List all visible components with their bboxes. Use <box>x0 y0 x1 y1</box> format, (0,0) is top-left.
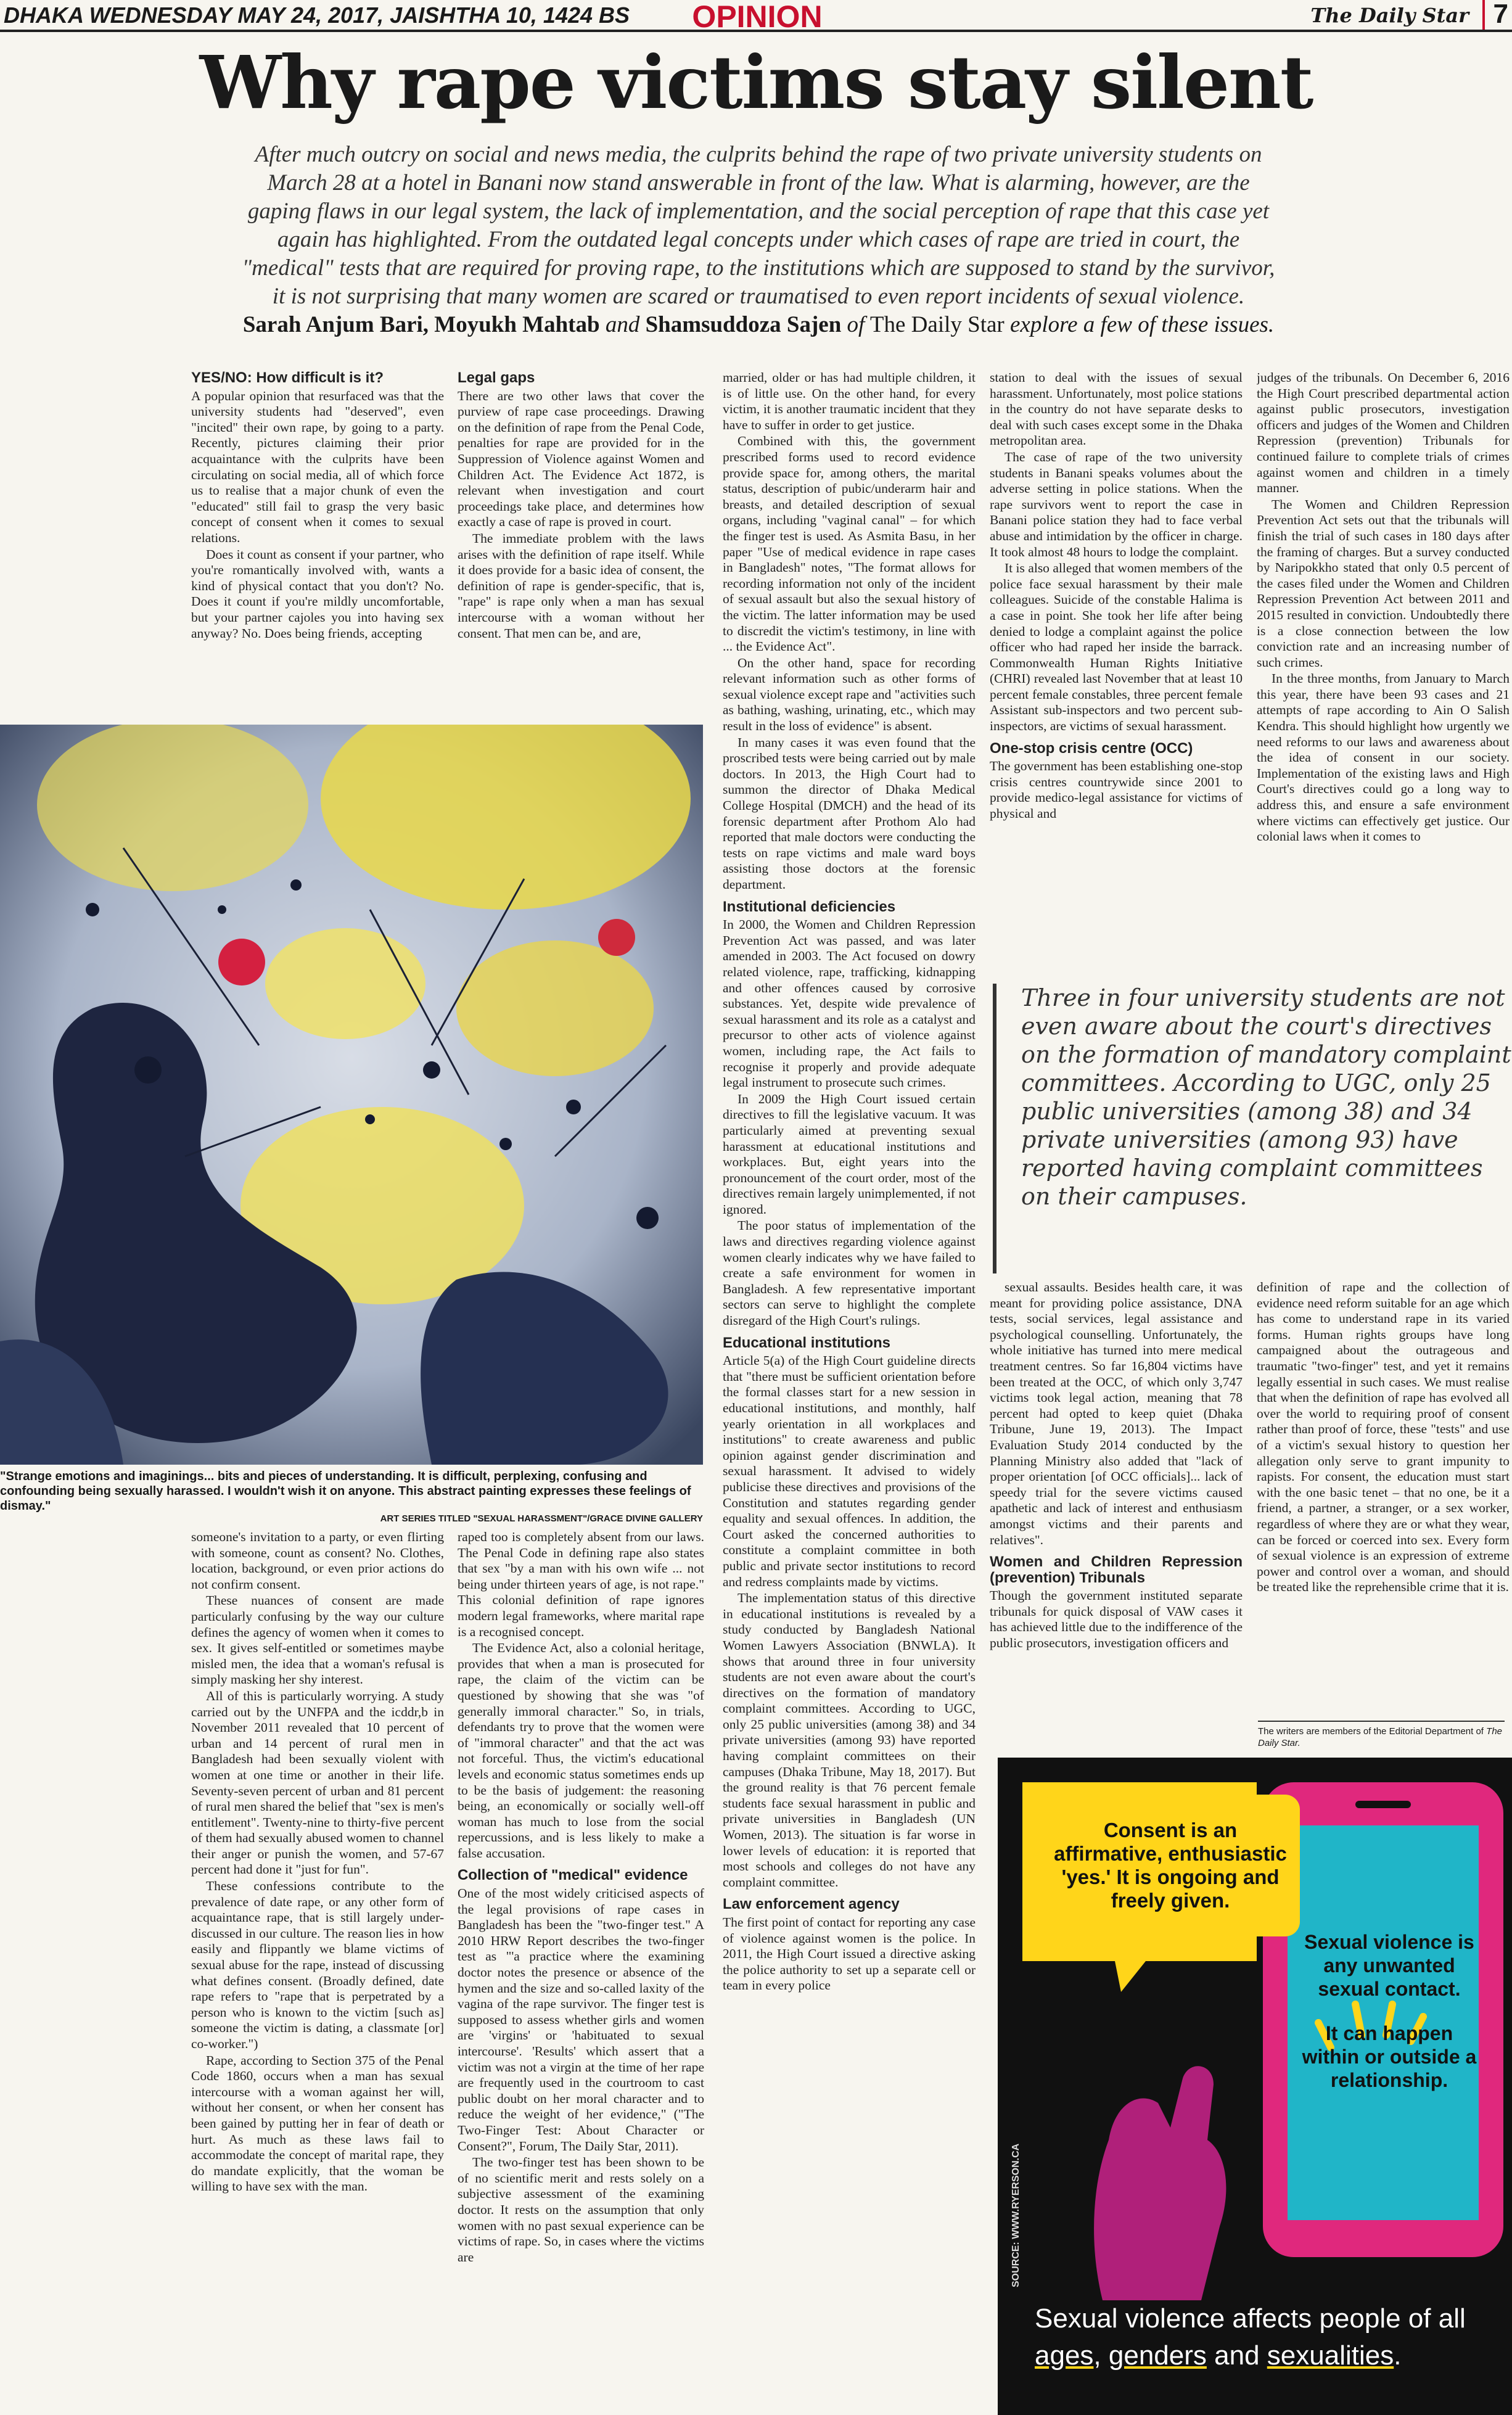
paragraph: In many cases it was even found that the proscribed tests were being carried out by male doctors. In 2013, the High Court had to summon the director of Dhaka Medical College Hospital (DMCH) and the head of its forensic department after Prothom Alo had reported that male doctors were conducting the tests on rape victims and male ward boys assisting those doctors at the forensic department. <box>723 734 976 892</box>
paragraph: Though the government instituted separate tribunals for quick disposal of VAW cases it has achieved little due to the indifference of the public prosecutors, investigation officers and <box>990 1588 1243 1651</box>
footnote-paper: The Daily Star. <box>1258 1726 1503 1748</box>
paragraph: These confessions contribute to the prevalence of date rape, or any other form of acquaintance rape, that is still largely under-discussed in our culture. The reason lies in how easily and flippantly we blame victims of sexual abuse for the rape, instead of discussing what defines consent. (Broadly defined, date rape refers to "rape that is perpetrated by a person who is known to the victim [such as] someone the victim is dating, a classmate [or] co-worker.") <box>191 1878 444 2051</box>
paragraph: raped too is completely absent from our laws. The Penal Code in defining rape also states that sex "by a man with his own wife ... not being under thirteen years of age, is not rape." This colonial definition of rape ignores modern legal frameworks, where marital rape is a recognised concept. <box>458 1529 704 1639</box>
paragraph: The poor status of implementation of the laws and directives regarding violence against women clearly indicates why we have failed to create a safe environment for women in Bangladesh. A few representative important sectors can serve to highlight the complete disregard of the High Court's rulings. <box>723 1218 976 1328</box>
paragraph: Combined with this, the government prescribed forms used to record evidence provide space for, among others, the marital status, description of pubic/underarm hair and breasts, and detailed description of sexual organs, including "vaginal canal" – for which the finger test is used. As Asmita Basu, in her paper "Use of medical evidence in rape cases in Bangladesh" notes, "The format allows for recording information not only of the incident of sexual assault but also the sexual history of the victim. The latter information may be used to discredit the victim's testimony, in line with ... the Evidence Act". <box>723 434 976 654</box>
byline-and: and <box>605 312 640 337</box>
paragraph: The first point of contact for reporting any case of violence against women is the police. In 2011, the High Court issued a directive asking the police authority to set up a separate cell or team in every police <box>723 1915 976 1993</box>
hand-icon <box>1094 2066 1226 2300</box>
pull-quote-text: Three in four university students are not even aware about the court's directives on the formation of mandatory complaint committees. According to UGC, only 25 public universities (among 38) and 34 private universities (among 93) have reported having complaint committees on their campuses. <box>1021 984 1511 1210</box>
writers-footnote <box>1258 1721 1505 1749</box>
byline-of: of <box>847 312 865 337</box>
column-4-bottom <box>990 1280 1243 1751</box>
subheading: Legal gaps <box>458 370 535 386</box>
painting-credit: ART SERIES TITLED "SEXUAL HARASSMENT"/GRACE DIVINE GALLERY <box>380 1513 703 1524</box>
infographic-source: SOURCE: WWW.RYERSON.CA <box>1011 2143 1021 2287</box>
column-2-top <box>458 370 704 715</box>
standfirst: After much outcry on social and news media, the culprits behind the rape of two private university students on March 28 at a hotel in Banani now stand answerable in front of the law. What is alarming, however, are the gaping flaws in our legal system, the lack of implementation, and the social perception of rape that this case yet again has highlighted. From the outdated legal concepts under which cases of rape are tried in court, the "medical" tests that are required for proving rape, to the institutions which are supposed to stand by the survivor, it is not surprising that many women are scared or traumatised to even report incidents of sexual violence. <box>242 142 1275 309</box>
paragraph: station to deal with the issues of sexual harassment. Unfortunately, most police stations in the country do not have separate desks to deal with such cases except some in the Dhaka metropolitan area. <box>990 370 1243 448</box>
tagline-sexualities: sexualities <box>1267 2340 1394 2371</box>
painting-caption: "Strange emotions and imaginings... bits and pieces of understanding. It is difficult, perplexing, confusing and confounding being sexually harassed. I wouldn't wish it on anyone. This abstract painting expresses these feelings of dismay." <box>0 1470 691 1513</box>
tagline-and: and <box>1214 2340 1260 2371</box>
paragraph: The government has been establishing one-stop crisis centres countrywide since 2001 to provide medico-legal assistance for victims of physical and <box>990 759 1243 821</box>
page-header <box>0 0 1512 32</box>
subheading: Women and Children Repression (prevention) Tribunals <box>990 1553 1243 1586</box>
tagline-start: Sexual violence affects people of all <box>1035 2303 1466 2334</box>
subheading: Law enforcement agency <box>723 1896 900 1913</box>
paragraph: The Evidence Act, also a colonial heritage, provides that when a man is prosecuted for rape, the claim of the victim can be questioned by showing that she was "of generally immoral character." So, in trials, defendants try to prove that the women were of "immoral character" and that the act was not forceful. Thus, the victim's educational levels and economic status sometimes ends up to be the basis of judgement: the reasoning being, an economically or socially well-off woman has much to lose from the social repercussions, and is less likely to make a false accusation. <box>458 1640 704 1861</box>
subheading: YES/NO: How difficult is it? <box>191 370 384 386</box>
byline-author2: Shamsuddoza Sajen <box>645 312 842 337</box>
column-5-bottom <box>1257 1280 1510 1718</box>
paragraph: On the other hand, space for recording relevant information such as other forms of sexual violence except rape and "activities such as bathing, washing, urinating, etc., which may result in the loss of evidence" is absent. <box>723 655 976 734</box>
section-label: OPINION <box>692 0 823 34</box>
paragraph: judges of the tribunals. On December 6, 2016 the High Court prescribed departmental action against public prosecutors, investigation officers and judges of the Women and Children Repression (prevention) Tribunals for continued failure to complete trials of crimes against women and children in a timely manner. <box>1257 370 1510 496</box>
paragraph: All of this is particularly worrying. A study carried out by the UNFPA and the icddr,b in November 2011 revealed that 10 percent of urban and 14 percent of rural men in Bangladesh had been sexually violent with women at one time or another in their life. Seventy-seven percent of urban and 81 percent of rural men shared the belief that "sex is men's entitlement". Twenty-nine to thirty-five percent of them had sexually abused women to channel their anger or punish the women, and 57-67 percent had done it "just for fun". <box>191 1688 444 1877</box>
tagline-period: . <box>1394 2340 1402 2371</box>
consent-bubble-text: Consent is an affirmative, enthusiastic 'yes.' It is ongoing and freely given. <box>1041 1795 1300 1936</box>
subheading: Institutional deficiencies <box>723 898 896 915</box>
headline: Why rape victims stay silent <box>199 39 1313 125</box>
paragraph: sexual assaults. Besides health care, it was meant for providing police assistance, DNA tests, social services, legal assistance and psychological counselling. Unfortunately, the whole initiative has turned into mere medical treatment centres. So far 16,804 victims have been treated at the OCC, of which only 3,747 victims took legal action, meaning that 78 percent had opted to keep quiet (Dhaka Tribune, June 19, 2013). The Impact Evaluation Study 2014 conducted by the Planning Ministry also added that "lack of proper orientation [of OCC officials]... lack of speedy trial for the severe victims caused apathetic and lack of interest and enthusiasm amongst victims and their parents and relatives". <box>990 1280 1243 1547</box>
paragraph: A popular opinion that resurfaced was that the university students had "deserved", even "incited" their own rape, by going to a party. Recently, pictures claiming their prior acquaintance with the culprits have been circulating on social media, all of which force us to realise that a major chunk of even the "educated" still fail to grasp the very basic concept of consent when it comes to sexual relations. <box>191 388 444 545</box>
byline-paper: The Daily Star <box>869 312 1005 337</box>
phone-screen-text <box>1300 1930 1479 2113</box>
paragraph: The case of rape of the two university students in Banani speaks volumes about the adverse setting in police stations. When the rape survivors went to report the case in Banani police station they had to face verbal abuse and intimidation by the officer in charge. It took almost 48 hours to lodge the complaint. <box>990 449 1243 559</box>
subheading: One-stop crisis centre (OCC) <box>990 739 1193 757</box>
column-1-bottom <box>191 1529 444 2411</box>
paragraph: Does it count as consent if your partner, who you're romantically involved with, wants a kind of physical contact that you don't? No. Does it count if you're mildly uncomfortable, but your partner cajoles you into having sex anyway? No. Does being friends, accepting <box>191 546 444 641</box>
column-1-top <box>191 370 444 715</box>
paragraph: These nuances of consent are made particularly confusing by the way our culture defines the agency of women when it comes to sex. It gives self-entitled or sometimes maybe misled men, the idea that a woman's refusal is simply masking her shy interest. <box>191 1593 444 1687</box>
paragraph: The Women and Children Repression Prevention Act sets out that the tribunals will finish the trial of such cases in 180 days after the framing of charges. But a survey conducted by Naripokkho stated that only 0.5 percent of the cases filed under the Women and Children Repression Prevention Act between 2011 and 2015 resulted in conviction. Undoubtedly there is a close connection between the low conviction rate and an increasing number of such crimes. <box>1257 496 1510 670</box>
column-2-bottom <box>458 1529 704 2411</box>
masthead-logo: The Daily Star <box>1310 4 1469 27</box>
byline <box>234 311 1283 339</box>
tagline-genders: genders <box>1108 2340 1207 2371</box>
abstract-painting <box>0 725 703 1465</box>
infographic-tagline <box>1035 2300 1503 2374</box>
dateline: DHAKA WEDNESDAY MAY 24, 2017, JAISHTHA 10, 1424 BS <box>4 2 630 28</box>
byline-tail: explore a few of these issues. <box>1009 312 1275 337</box>
paragraph: In 2000, the Women and Children Repression Prevention Act was passed, and was later amended in 2003. The Act focused on dowry related violence, rape, trafficking, kidnapping and other offences caused by corrosive substances. Yet, despite wide prevalence of sexual harassment and its role as a catalyst and precursor to other acts of violence against women, including rape, the Act fails to recognise it properly and provide adequate legal instrument to prosecute such crimes. <box>723 917 976 1090</box>
column-3 <box>723 370 976 2411</box>
tagline-comma: , <box>1093 2340 1101 2371</box>
column-4-top <box>990 370 1243 968</box>
paragraph: In the three months, from January to March this year, there have been 93 cases and 21 attempts of rape according to Ain O Salish Kendra. This should highlight how urgently we need reforms to our laws and awareness about the idea of consent in our society. Implementation of the existing laws and High Court's directives could go a long way to address this, and ensure a safe environment where victims can effectively get justice. Our colonial laws when it comes to <box>1257 671 1510 844</box>
subheading: Collection of "medical" evidence <box>458 1867 688 1884</box>
painting-art <box>0 725 703 1465</box>
footnote-text: The writers are members of the Editorial Department of <box>1258 1726 1484 1737</box>
paragraph: There are two other laws that cover the purview of rape case proceedings. Drawing on the definition of rape from the Penal Code, penalties for rape are provided for in the Suppression of Violence against Women and Children Act. The Evidence Act 1872, is relevant when investigation and court proceedings take place, and determines how exactly a case of rape is proved in court. <box>458 388 704 530</box>
paragraph: Rape, according to Section 375 of the Penal Code 1860, occurs when a man has sexual intercourse with a woman against her will, without her consent, or when her consent has been gained by putting her in fear of death or hurt. As much as these laws fail to accommodate the concept of marital rape, they do mandate explicitly, that the woman be willing to have sex with the man. <box>191 2052 444 2194</box>
tagline-ages: ages <box>1035 2340 1094 2371</box>
column-5-top <box>1257 370 1510 968</box>
screen-text-2: It can happen within or outside a relationship. <box>1302 2022 1477 2091</box>
paragraph: The two-finger test has been shown to be of no scientific merit and rests solely on a subjective assessment of the examining doctor. It rests on the assumption that only women with no past sexual experience can be victims of rape. So, in cases where the victims are <box>458 2155 704 2265</box>
paragraph: The immediate problem with the laws arises with the definition of rape itself. While it does provide for a basic idea of consent, the definition of rape is gender-specific, that is, "rape" is rape only when a man has sexual intercourse with a woman without her consent. That men can be, and are, <box>458 530 704 641</box>
phone-speaker <box>1355 1801 1411 1808</box>
subheading: Educational institutions <box>723 1334 891 1351</box>
paragraph: married, older or has had multiple children, it is of little use. On the other hand, for every victim, it is another traumatic incident that they have to suffer in order to get justice. <box>723 370 976 432</box>
paragraph: someone's invitation to a party, or even flirting with someone, count as consent? No. Clothes, location, background, or even prior actions do not confirm consent. <box>191 1529 444 1592</box>
byline-author1: Sarah Anjum Bari, Moyukh Mahtab <box>242 312 600 337</box>
paragraph: Article 5(a) of the High Court guideline directs that "there must be sufficient orientation before the formal classes start for a new session in educational institutions, and monthly, half yearly orientation in all workplaces and institutions" to create awareness and public opinion against gender discrimination and sexual harassment. It advised to widely publicise these directives and provisions of the Constitution and statutes regarding gender equality and sexual offences. In addition, the Court asked the concerned authorities to constitute a complaint committee in both public and private sector institutions to record and redress complaints made by victims. <box>723 1353 976 1589</box>
pull-quote <box>993 984 1512 1273</box>
paragraph: In 2009 the High Court issued certain directives to fill the legislative vacuum. It was particularly aimed at preventing sexual harassment at educational institutions and workplaces. But, eight years into the pronouncement of the court order, most of the directives remain largely unimplemented, if not ignored. <box>723 1091 976 1217</box>
screen-text-1: Sexual violence is any unwanted sexual contact. <box>1304 1931 1474 2000</box>
paragraph: One of the most widely criticised aspects of the legal provisions of rape cases in Bangladesh has been the "two-finger test." A 2010 HRW Report describes the two-finger test as "'a practice where the examining doctor notes the presence or absence of the hymen and the size and so-called laxity of the vagina of the rape survivor. The finger test is supposed to assess whether girls and women are 'virgins' or 'habituated to sexual intercourse'. 'Results' which assert that a victim was not a virgin at the time of her rape are frequently used in the courtroom to cast public doubt on her moral character and to reduce the weight of her evidence," ("The Two-Finger Test: About Character or Consent?", Forum, The Daily Star, 2011). <box>458 1886 704 2154</box>
paragraph: The implementation status of this directive in educational institutions is revealed by a study conducted by Bangladesh National Women Lawyers Association (BNWLA). It shows that around three in four university students are not even aware about the court's directives on the formation of mandatory complaint committees. According to UGC, only 25 public universities (among 38) and 34 private universities (among 93) have reported having complaint committees on their campuses (Dhaka Tribune, May 18, 2017). But the ground reality is that 76 percent female students face sexual harassment in public and private universities in Bangladesh (UN Women, 2013). The situation is far worse in lower levels of education: it is reported that most schools and colleges do not have any complaint committee. <box>723 1590 976 1890</box>
paragraph: It is also alleged that women members of the police face sexual harassment by their male colleagues. Suicide of the constable Halima is a case in point. She took her life after being denied to lodge a complaint against the police officer who had raped her inside the barrack. Commonwealth Human Rights Initiative (CHRI) revealed last November that at least 10 percent female constables, three percent female Assistant sub-inspectors and two percent sub-inspectors, are victims of sexual harassment. <box>990 561 1243 734</box>
consent-infographic <box>998 1758 1512 2415</box>
paragraph: definition of rape and the collection of evidence need reform suitable for an age which has come to understand rape in its varied forms. Human rights groups have long campaigned about the outrageous and traumatic "two-finger" test, and yet it remains legally essential in such cases. We must realise that when the definition of rape has evolved all over the world to requiring proof of consent rather than proof of force, these "tests" and use of a victim's sexual history to question her allegation only serve to grant impunity to rapists. For consent, the education must start with the one basic tenet – that no one, be it a friend, a partner, a stranger, or a sex worker, regardless of where they are or what they wear, can be forced or coerced into sex. Every form of sexual violence is an expression of extreme power and control over a woman, and should be treated like the reprehensible crime that it is. <box>1257 1280 1510 1595</box>
page-number: 7 <box>1482 0 1508 30</box>
